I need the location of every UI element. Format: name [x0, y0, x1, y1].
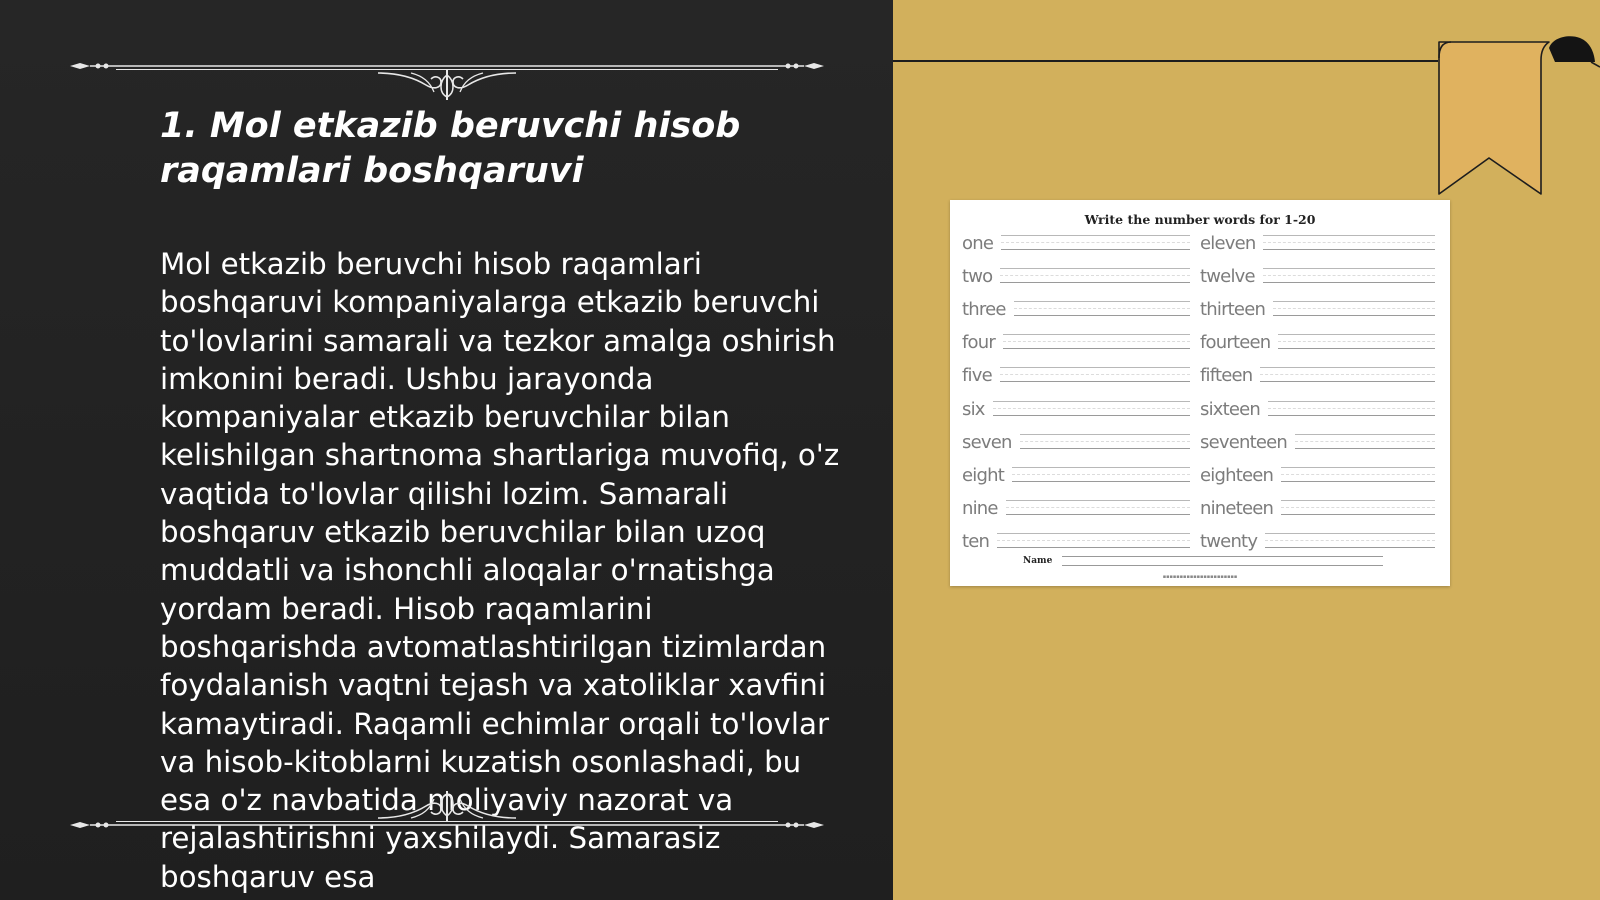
number-word: sixteen	[1200, 398, 1261, 420]
worksheet-row	[1200, 327, 1435, 357]
writing-lines	[1014, 301, 1190, 317]
worksheet-name-field	[1023, 556, 1383, 566]
worksheet-row	[1200, 526, 1435, 556]
header-rule	[893, 60, 1438, 62]
ornament-divider-top	[68, 40, 826, 100]
writing-lines	[993, 401, 1190, 417]
writing-lines	[997, 533, 1190, 549]
worksheet-row	[962, 493, 1190, 523]
worksheet-row	[1200, 360, 1435, 390]
worksheet-row	[1200, 427, 1435, 457]
writing-lines	[1020, 434, 1190, 450]
ornament-divider-bottom	[68, 775, 826, 835]
writing-lines	[1000, 367, 1190, 383]
worksheet-row	[1200, 493, 1435, 523]
worksheet-row	[1200, 261, 1435, 291]
worksheet-row	[962, 394, 1190, 424]
writing-lines	[1268, 401, 1435, 417]
writing-lines	[1003, 334, 1190, 350]
number-word: eighteen	[1200, 464, 1274, 486]
number-word: six	[962, 398, 985, 420]
image-panel	[893, 0, 1600, 900]
worksheet-row	[962, 327, 1190, 357]
number-word: five	[962, 364, 992, 386]
number-word: twenty	[1200, 530, 1258, 552]
writing-lines	[1281, 500, 1435, 516]
writing-lines	[1263, 235, 1435, 251]
worksheet-row	[1200, 394, 1435, 424]
name-writing-lines	[1062, 556, 1383, 566]
worksheet-row	[962, 294, 1190, 324]
writing-lines	[1273, 301, 1435, 317]
number-word: fourteen	[1200, 331, 1271, 353]
name-label: Name	[1023, 556, 1053, 566]
worksheet-row	[962, 228, 1190, 258]
writing-lines	[1006, 500, 1190, 516]
writing-lines	[1278, 334, 1435, 350]
worksheet-row	[1200, 294, 1435, 324]
number-word: twelve	[1200, 265, 1255, 287]
number-word: nineteen	[1200, 497, 1274, 519]
writing-lines	[1000, 268, 1190, 284]
number-word: seven	[962, 431, 1012, 453]
worksheet-row	[962, 460, 1190, 490]
worksheet-row	[962, 526, 1190, 556]
number-word: three	[962, 298, 1006, 320]
writing-lines	[1263, 268, 1435, 284]
worksheet-row	[962, 360, 1190, 390]
number-word: ten	[962, 530, 990, 552]
worksheet-row	[1200, 460, 1435, 490]
slide-title: 1. Mol etkazib beruvchi hisob raqamlari boshqaruvi	[160, 106, 741, 191]
writing-lines	[1001, 235, 1190, 251]
writing-lines	[1265, 533, 1435, 549]
worksheet-footer-mark: ▪▪▪▪▪▪▪▪▪▪▪▪▪▪▪▪▪▪▪▪▪▪	[1162, 574, 1238, 580]
number-word: eleven	[1200, 232, 1256, 254]
slide-body-text: Mol etkazib beruvchi hisob raqamlari boshqaruvi kompaniyalarga etkazib beruvchi to'lovlarini samarali va tezkor amalga oshirish imkonini beradi. Ushbu jarayonda kompaniyalar etkazib beruvchilar bilan kelishilgan shartnoma shartlariga muvofiq, o'z vaqtida to'lovlar qilishi lozim. Samarali boshqaruv etkazib beruvchilar bilan uzoq muddatli va ishonchli aloqalar o'rnatishga yordam beradi. Hisob raqamlarini boshqarishda avtomatlashtirilgan tizimlardan foydalanish vaqtni tejash va xatoliklar xavfini kamaytiradi. Raqamli echimlar orqali to'lovlar va hisob-kitoblarni kuzatish osonlashadi, bu esa o'z navbatida moliyaviy nazorat va rejalashtirishni yaxshilaydi. Samarasiz boshqaruv esa	[160, 247, 840, 894]
writing-lines	[1281, 467, 1435, 483]
worksheet-row	[1200, 228, 1435, 258]
number-word: two	[962, 265, 993, 287]
number-word: nine	[962, 497, 998, 519]
number-words-worksheet	[950, 200, 1450, 586]
writing-lines	[1295, 434, 1435, 450]
number-word: fifteen	[1200, 364, 1253, 386]
worksheet-title: Write the number words for 1-20	[1084, 212, 1316, 227]
bookmark-ribbon	[1437, 34, 1600, 200]
number-word: seventeen	[1200, 431, 1288, 453]
writing-lines	[1260, 367, 1435, 383]
worksheet-row	[962, 427, 1190, 457]
number-word: eight	[962, 464, 1004, 486]
number-word: one	[962, 232, 994, 254]
number-word: four	[962, 331, 995, 353]
worksheet-row	[962, 261, 1190, 291]
writing-lines	[1012, 467, 1190, 483]
number-word: thirteen	[1200, 298, 1266, 320]
